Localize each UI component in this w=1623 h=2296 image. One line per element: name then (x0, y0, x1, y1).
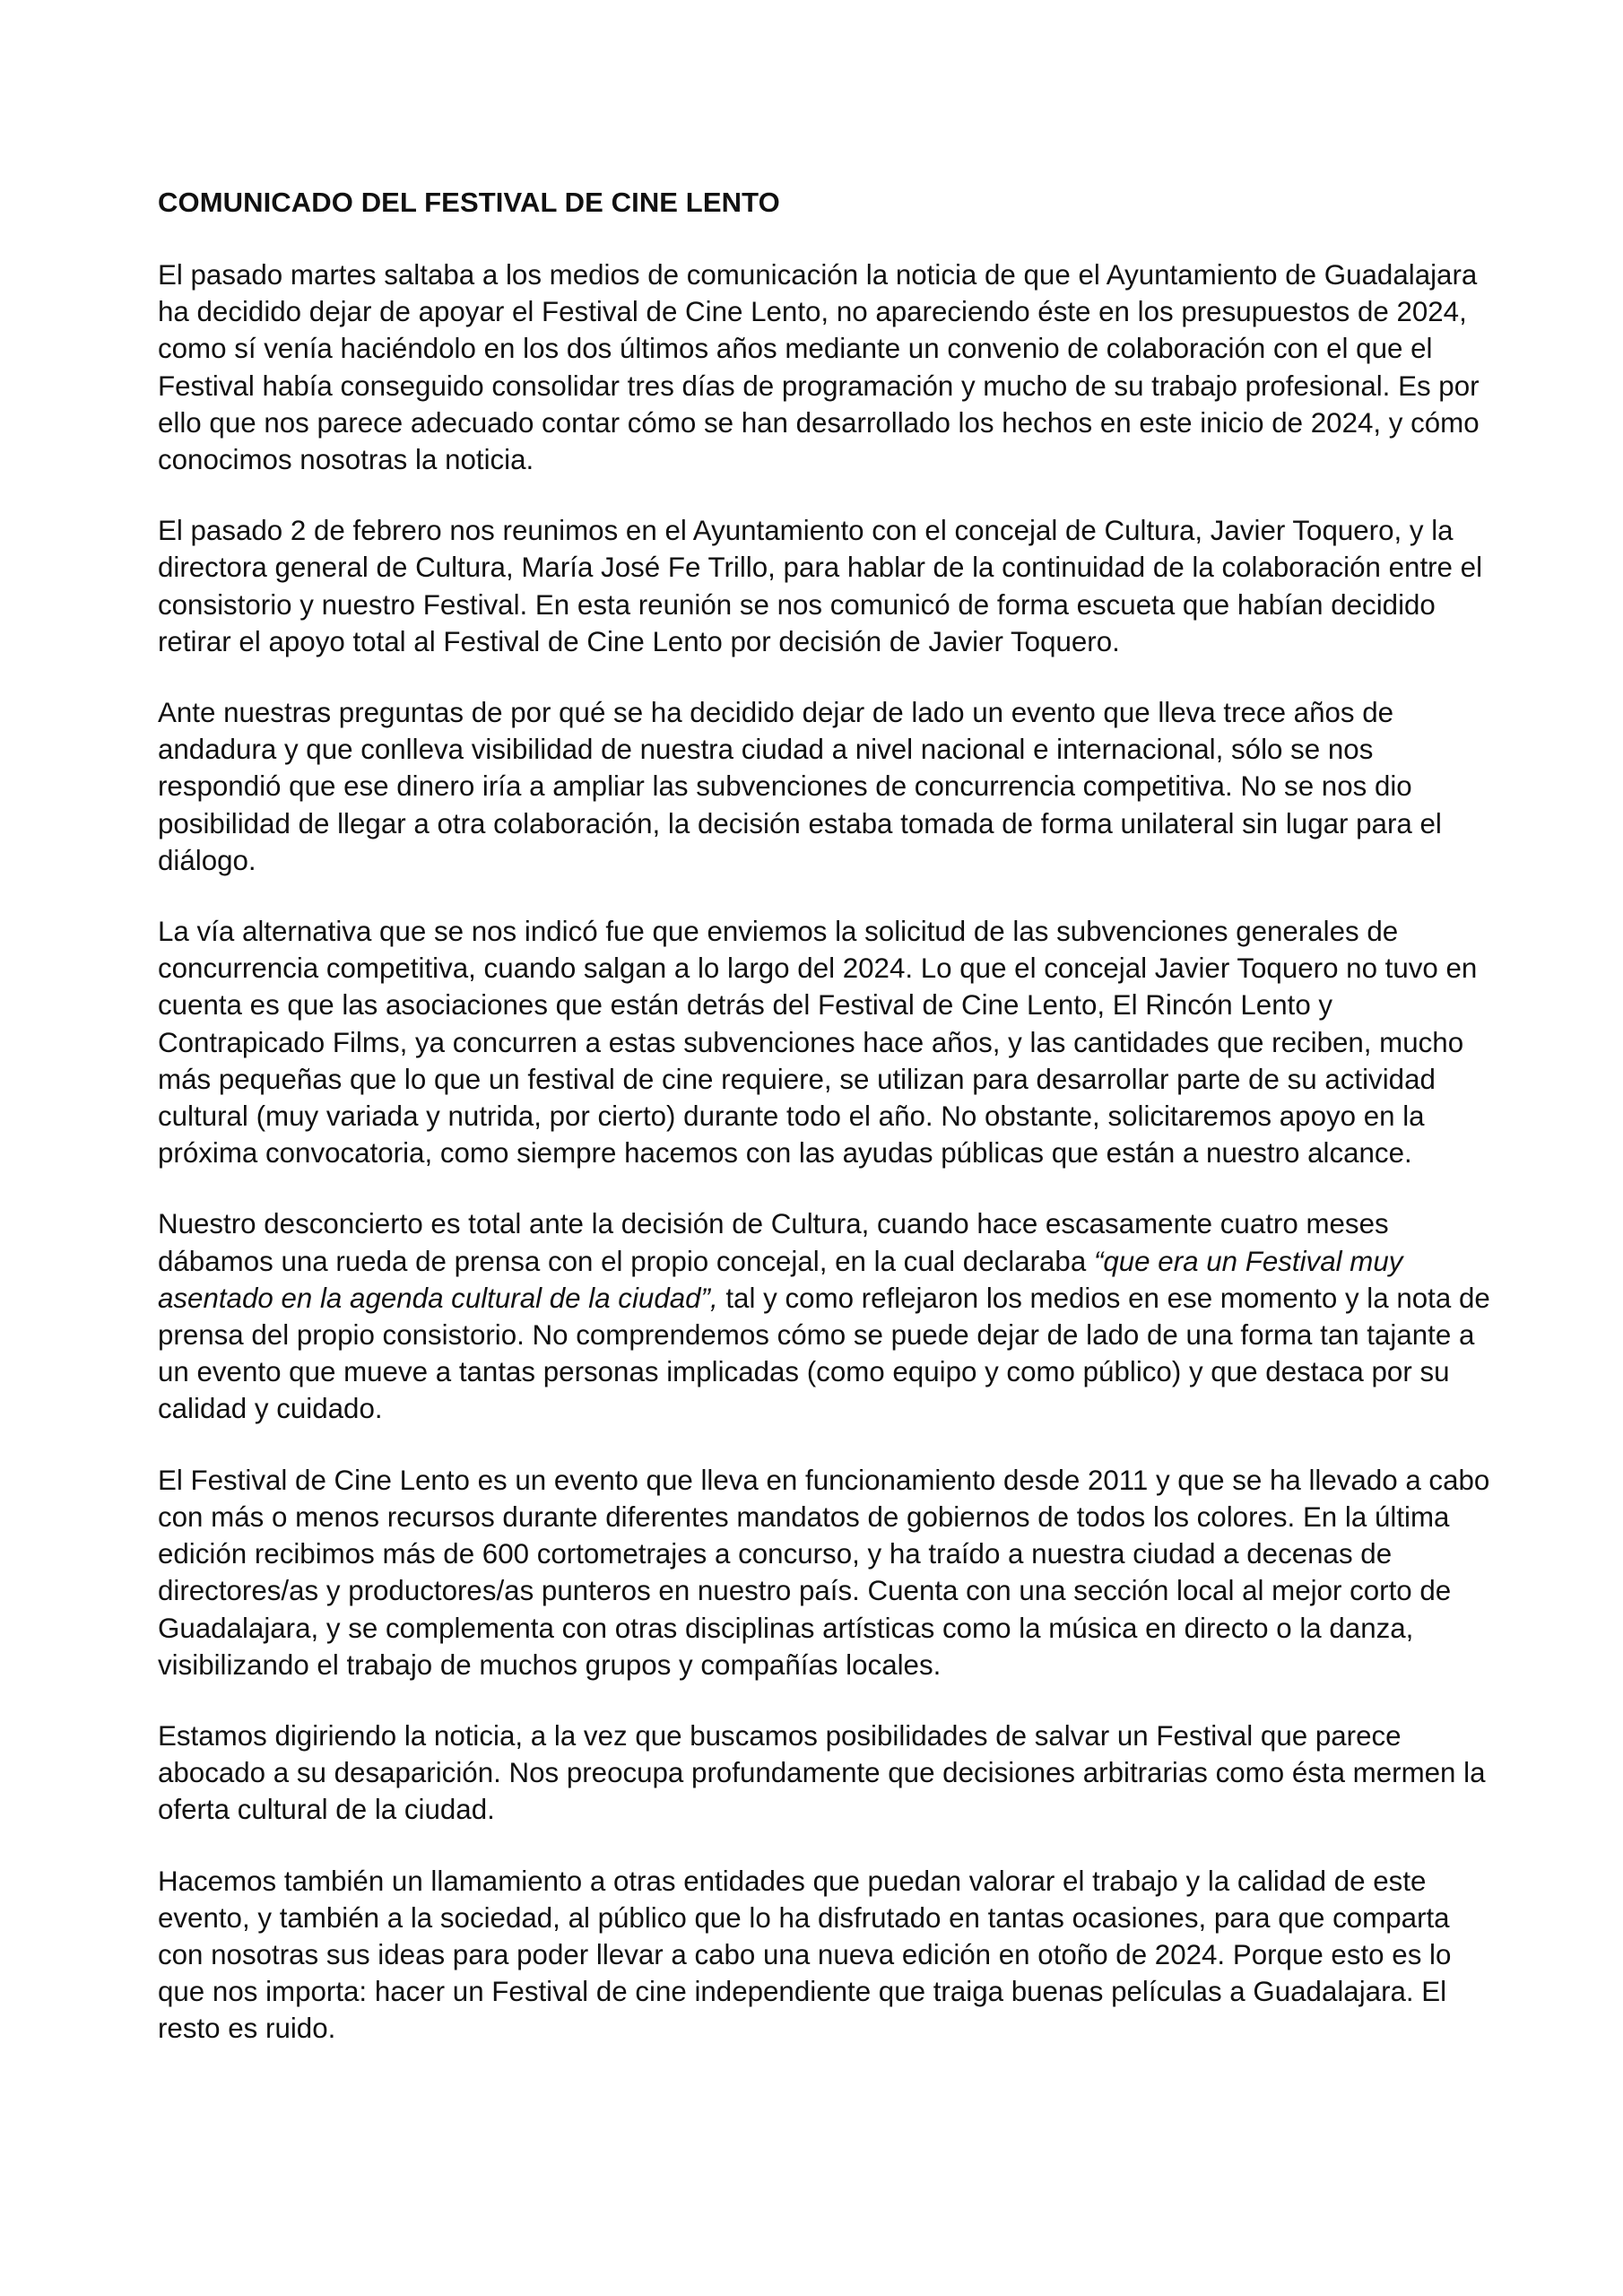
paragraph-5-quote: “que era un Festival muy asentado en la agenda cultural de la ciudad”, (158, 1245, 1403, 1314)
paragraph-5-after: tal y como reflejaron los medios en ese momento y la nota de prensa del propio consistorio. No comprendemos cómo se puede dejar de lado de una forma tan tajante a un evento que mueve a tantas personas implicadas (como equipo y como público) y que destaca por su calidad y cuidado. (158, 1282, 1490, 1425)
paragraph-3: Ante nuestras preguntas de por qué se ha decidido dejar de lado un evento que lleva trece años de andadura y que conlleva visibilidad de nuestra ciudad a nivel nacional e internacional, sólo se nos respondió que ese dinero iría a ampliar las subvenciones de concurrencia competitiva. No se nos dio posibilidad de llegar a otra colaboración, la decisión estaba tomada de forma unilateral sin lugar para el diálogo. (158, 697, 1442, 876)
paragraph-8: Hacemos también un llamamiento a otras entidades que puedan valorar el trabajo y la calidad de este evento, y también a la sociedad, al público que lo ha disfrutado en tantas ocasiones, para que comparta con nosotras sus ideas para poder llevar a cabo una nueva edición en otoño de 2024. Porque esto es lo que nos importa: hacer un Festival de cine independiente que traiga buenas películas a Guadalajara. El resto es ruido. (158, 1865, 1452, 2045)
paragraph-1: El pasado martes saltaba a los medios de comunicación la noticia de que el Ayuntamiento de Guadalajara ha decidido dejar de apoyar el Festival de Cine Lento, no apareciendo éste en los presupuestos de 2024, como sí venía haciéndolo en los dos últimos años mediante un convenio de colaboración con el que el Festival había conseguido consolidar tres días de programación y mucho de su trabajo profesional. Es por ello que nos parece adecuado contar cómo se han desarrollado los hechos en este inicio de 2024, y cómo conocimos nosotras la noticia. (158, 259, 1480, 476)
document-title: COMUNICADO DEL FESTIVAL DE CINE LENTO (158, 187, 780, 218)
paragraph-7: Estamos digiriendo la noticia, a la vez que buscamos posibilidades de salvar un Festival que parece abocado a su desaparición. Nos preocupa profundamente que decisiones arbitrarias como ésta mermen la oferta cultural de la ciudad. (158, 1719, 1486, 1826)
paragraph-5-before: Nuestro desconcierto es total ante la decisión de Cultura, cuando hace escasamente cuatro meses dábamos una rueda de prensa con el propio concejal, en la cual declaraba (158, 1208, 1389, 1277)
paragraph-4: La vía alternativa que se nos indicó fue que enviemos la solicitud de las subvenciones generales de concurrencia competitiva, cuando salgan a lo largo del 2024. Lo que el concejal Javier Toquero no tuvo en cuenta es que las asociaciones que están detrás del Festival de Cine Lento, El Rincón Lento y Contrapicado Films, ya concurren a estas subvenciones hace años, y las cantidades que reciben, mucho más pequeñas que lo que un festival de cine requiere, se utilizan para desarrollar parte de su actividad cultural (muy variada y nutrida, por cierto) durante todo el año. No obstante, solicitaremos apoyo en la próxima convocatoria, como siempre hacemos con las ayudas públicas que están a nuestro alcance. (158, 916, 1478, 1170)
paragraph-2: El pasado 2 de febrero nos reunimos en el Ayuntamiento con el concejal de Cultura, Javier Toquero, y la directora general de Cultura, María José Fe Trillo, para hablar de la continuidad de la colaboración entre el consistorio y nuestro Festival. En esta reunión se nos comunicó de forma escueta que habían decidido retirar el apoyo total al Festival de Cine Lento por decisión de Javier Toquero. (158, 515, 1483, 657)
paragraph-5 (158, 1205, 1492, 1427)
paragraph-6: El Festival de Cine Lento es un evento que lleva en funcionamiento desde 2011 y que se ha llevado a cabo con más o menos recursos durante diferentes mandatos de gobiernos de todos los colores. En la última edición recibimos más de 600 cortometrajes a concurso, y ha traído a nuestra ciudad a decenas de directores/as y productores/as punteros en nuestro país. Cuenta con una sección local al mejor corto de Guadalajara, y se complementa con otras disciplinas artísticas como la música en directo o la danza, visibilizando el trabajo de muchos grupos y compañías locales. (158, 1464, 1490, 1681)
